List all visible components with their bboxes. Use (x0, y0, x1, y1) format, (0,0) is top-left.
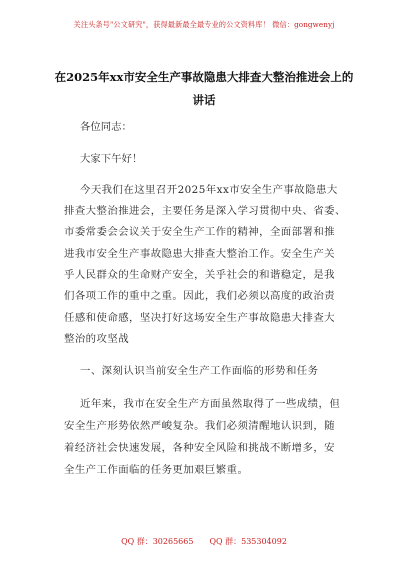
header-notice: 关注头条号"公文研究"，获得最新最全最专业的公文资料库！ 微信：gongwenyj (73, 20, 335, 29)
paragraph-2-line: 安全生产形势依然严峻复杂。我们必须清醒地认识到，随 (64, 420, 336, 432)
paragraph-1-line: 进我市安全生产事故隐患大排查大整治工作。安全生产关 (64, 248, 336, 260)
footer-qq-group-1: QQ 群：30265665 (121, 537, 194, 546)
paragraph-1-line: 市委常委会会议关于安全生产工作的精神，全面部署和推 (64, 226, 336, 238)
paragraph-1-line: 整治的攻坚战 (64, 333, 130, 345)
paragraph-1-line: 今天我们在这里召开2025年xx市安全生产事故隐患大 (80, 184, 338, 196)
footer-qq-group-2: QQ 群：535304092 (209, 537, 287, 546)
paragraph-1-line: 乎人民群众的生命财产安全，关乎社会的和谐稳定，是我 (64, 269, 336, 281)
document-title-line-1: 在2025年xx市安全生产事故隐患大排查大整治推进会上的 (54, 70, 354, 84)
paragraph-2-line: 着经济社会快速发展，各种安全风险和挑战不断增多，安 (64, 442, 336, 454)
paragraph-2-line: 近年来，我市在安全生产方面虽然取得了一些成绩，但 (80, 398, 341, 410)
document-title-line-2: 讲话 (192, 93, 216, 107)
paragraph-2-line: 全生产工作面临的任务更加艰巨繁重。 (64, 464, 249, 476)
paragraph-1-line: 们各项工作的重中之重。因此，我们必须以高度的政治责 (64, 290, 336, 302)
section-heading: 一、深刻认识当前安全生产工作面临的形势和任务 (80, 365, 319, 377)
greeting: 大家下午好！ (80, 153, 143, 165)
salutation: 各位同志： (80, 121, 132, 133)
paragraph-1-line: 排查大整治推进会，主要任务是深入学习贯彻中央、省委、 (64, 205, 346, 217)
footer (0, 536, 408, 547)
paragraph-1-line: 任感和使命感，坚决打好这场安全生产事故隐患大排查大 (64, 312, 336, 324)
